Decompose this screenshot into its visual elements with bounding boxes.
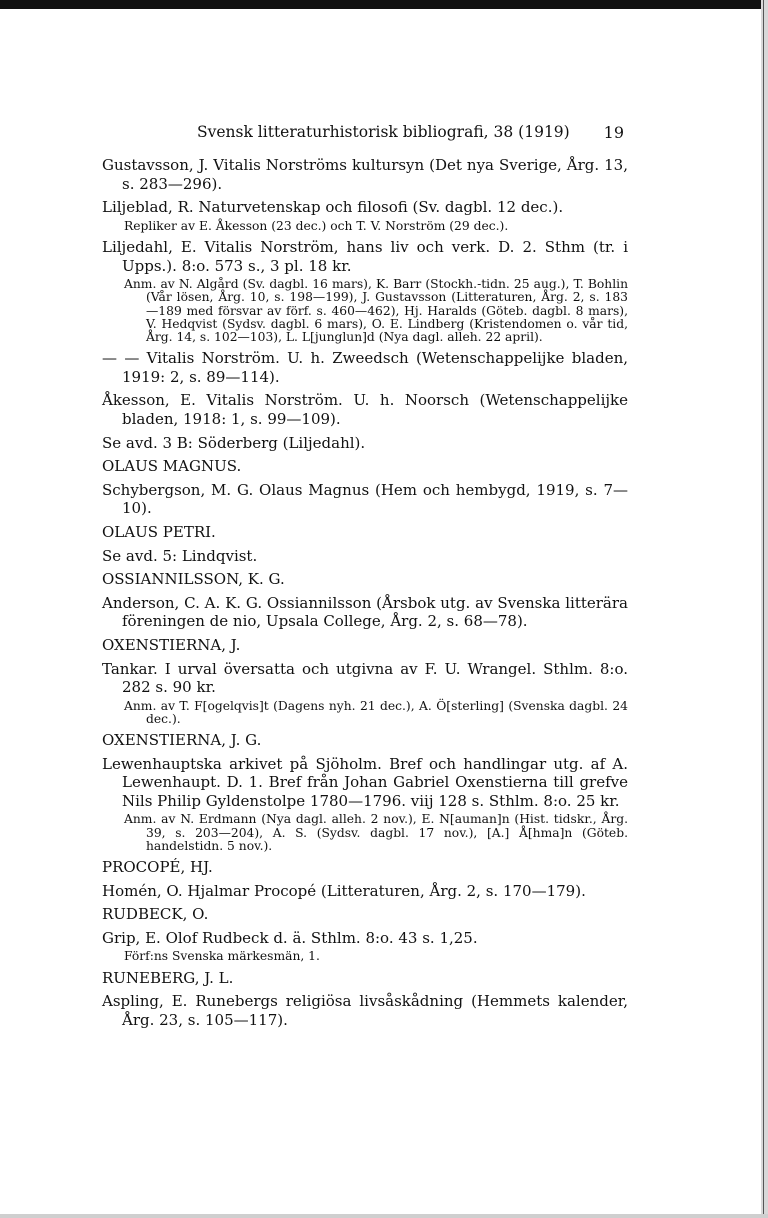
review-note: Anm. av N. Erdmann (Nya dagl. alleh. 2 nov.), E. N[auman]n (Hist. tidskr., Årg. 39, s. 203—204), A. S. (Sydsv. dagbl. 17 nov.), [A.] Å[hma]n (Göteb. handelstidn. 5 nov.). (124, 812, 628, 853)
entry: Tankar. I urval översatta och utgivna av F. U. Wrangel. Sthlm. 8:o. 282 s. 90 kr. (102, 659, 628, 697)
entry: Gustavsson, J. Vitalis Norströms kultursyn (Det nya Sverige, Årg. 13, s. 283—296). (102, 156, 628, 193)
entry: Liljedahl, E. Vitalis Norström, hans liv och verk. D. 2. Sthm (tr. i Upps.). 8:o. 573 s., 3 pl. 18 kr. (102, 237, 628, 275)
entry: — — Vitalis Norström. U. h. Zweedsch (Wetenschappelijke bladen, 1919: 2, s. 89—114). (102, 349, 628, 386)
entry: Lewenhauptska arkivet på Sjöholm. Bref och handlingar utg. af A. Lewenhaupt. D. 1. Bref från Johan Gabriel Oxenstierna till grefve Nils Philip Gyldenstolpe 1780—1796. viij 128 s. Sthlm. 8:o. 25 kr. (102, 754, 628, 810)
section-heading: OXENSTIERNA, J. (102, 635, 241, 654)
review-note: Anm. av T. F[ogelqvis]t (Dagens nyh. 21 dec.), A. Ö[sterling] (Svenska dagbl. 24 dec.). (124, 698, 628, 726)
entry: Grip, E. Olof Rudbeck d. ä. Sthlm. 8:o. 43 s. 1,25. (102, 928, 478, 947)
entry: Anderson, C. A. K. G. Ossiannilsson (Årsbok utg. av Svenska litterära föreningen de nio, Upsala College, Årg. 2, s. 68—78). (102, 593, 628, 631)
review-note: Förf:ns Svenska märkesmän, 1. (124, 949, 320, 964)
section-heading: RUNEBERG, J. L. (102, 968, 234, 987)
section-heading: OLAUS PETRI. (102, 522, 216, 541)
review-note: Anm. av N. Algård (Sv. dagbl. 16 mars), K. Barr (Stockh.-tidn. 25 aug.), T. Bohlin (Vår lösen, Årg. 10, s. 198—199), J. Gustavsson (Litteraturen, Årg. 2, s. 183—189 med försvar av förf. s. 460—462), Hj. Haralds (Göteb. dagbl. 8 mars), V. Hedqvist (Sydsv. dagbl. 6 mars), O. E. Lindberg (Kristendomen o. vår tid, Årg. 14, s. 102—103), L. L[junglun]d (Nya dagl. alleh. 22 april). (124, 277, 628, 344)
section-heading: OXENSTIERNA, J. G. (102, 731, 262, 750)
section-heading: OLAUS MAGNUS. (102, 457, 242, 476)
entry: Se avd. 5: Lindqvist. (102, 546, 258, 565)
entry: Liljeblad, R. Naturvetenskap och filosofi (Sv. dagbl. 12 dec.). (102, 198, 564, 217)
bibliography-body (102, 156, 628, 1034)
section-heading: OSSIANNILSSON, K. G. (102, 570, 285, 589)
entry: Homén, O. Hjalmar Procopé (Litteraturen, Årg. 2, s. 170—179). (102, 881, 586, 900)
entry: Åkesson, E. Vitalis Norström. U. h. Noorsch (Wetenschappelijke bladen, 1918: 1, s. 99—109). (102, 391, 628, 428)
review-note: Repliker av E. Åkesson (23 dec.) och T. V. Norström (29 dec.). (124, 218, 509, 233)
scan-top-edge (0, 0, 768, 9)
page-number: 19 (603, 123, 624, 142)
section-heading: RUDBECK, O. (102, 905, 209, 924)
section-heading: PROCOPÉ, HJ. (102, 858, 213, 877)
entry: Aspling, E. Runebergs religiösa livsåskådning (Hemmets kalender, Årg. 23, s. 105—117). (102, 992, 628, 1029)
entry: Schybergson, M. G. Olaus Magnus (Hem och hembygd, 1919, s. 7—10). (102, 480, 628, 518)
scan-right-edge (761, 0, 768, 1218)
scan-bottom-edge (0, 1214, 768, 1218)
header-title: Svensk litteraturhistorisk bibliografi, 38 (1919) (197, 123, 570, 141)
running-header (100, 123, 628, 145)
entry: Se avd. 3 B: Söderberg (Liljedahl). (102, 433, 366, 452)
